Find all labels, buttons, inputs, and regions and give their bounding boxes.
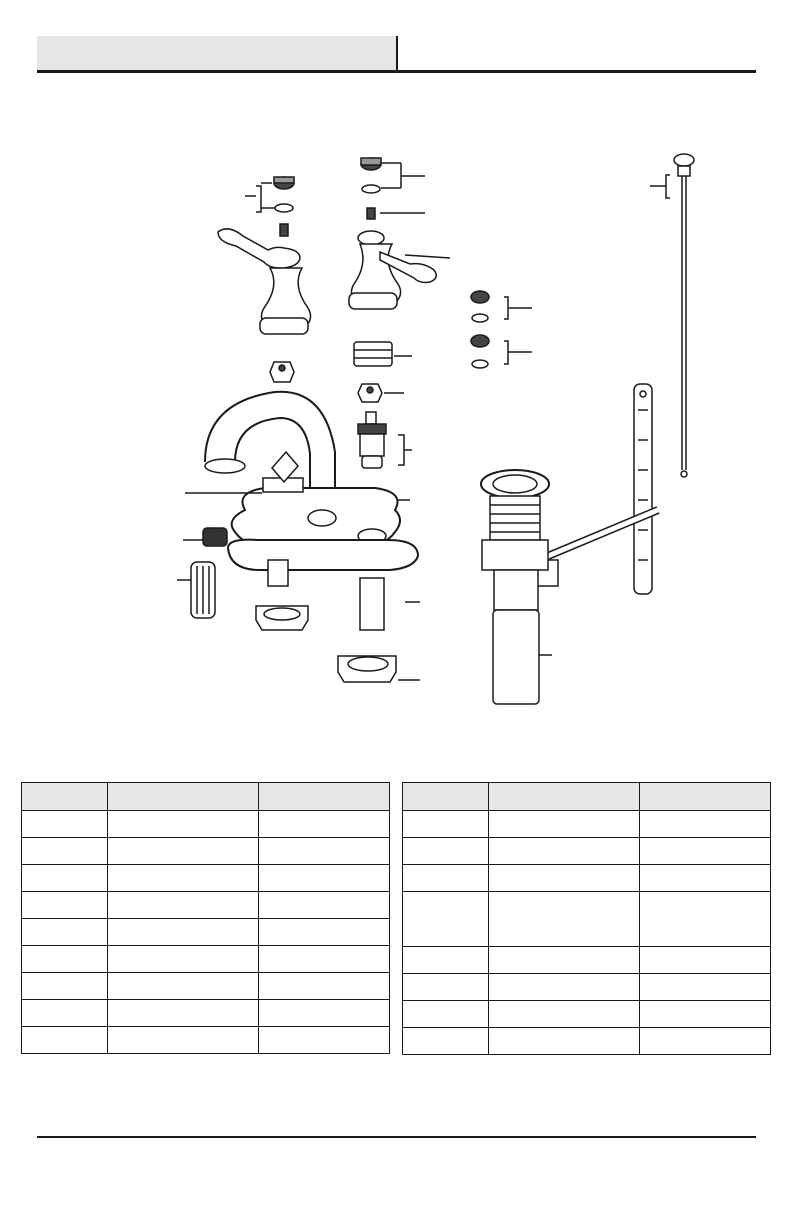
table-header-row [22, 783, 390, 811]
section-header-tab [37, 36, 397, 72]
table-row [22, 1000, 390, 1027]
header-cell-part-number [640, 783, 771, 811]
parts-table-left [21, 782, 390, 1054]
aerator-key-icon [177, 562, 215, 618]
exploded-parts-diagram [0, 140, 793, 720]
right-handle-screw-icon [367, 208, 425, 219]
header-divider [396, 36, 398, 72]
table-row [403, 974, 771, 1001]
header-cell-part-number [259, 783, 390, 811]
table-row [22, 838, 390, 865]
mounting-nut-icon [256, 606, 420, 682]
table-row [22, 946, 390, 973]
table-row [403, 892, 771, 947]
table-row [22, 865, 390, 892]
left-handle-icon [218, 229, 311, 334]
table-header-row [403, 783, 771, 811]
table-row [403, 838, 771, 865]
right-handle-cap-icon [361, 158, 425, 193]
clevis-strap-icon [634, 384, 652, 594]
hex-nut-icon [358, 384, 404, 402]
deck-gasket-icon [228, 540, 420, 602]
table-row [403, 811, 771, 838]
left-handle-cap-icon [245, 177, 294, 212]
table-row [22, 919, 390, 946]
left-nut-icon [270, 362, 294, 382]
drain-assembly-icon [481, 470, 552, 704]
table-row [403, 1001, 771, 1028]
parts-table-right [402, 782, 771, 1055]
table-row [22, 1027, 390, 1054]
header-cell-part [403, 783, 489, 811]
spare-cap-icon [471, 291, 532, 368]
aerator-icon [183, 528, 227, 546]
table-row [22, 892, 390, 919]
table-row [403, 947, 771, 974]
header-cell-description [488, 783, 640, 811]
header-cell-part [22, 783, 108, 811]
right-handle-icon [349, 231, 450, 309]
cartridge-icon [358, 412, 412, 468]
bonnet-nut-icon [354, 342, 412, 366]
table-row [22, 811, 390, 838]
header-cell-description [107, 783, 259, 811]
table-row [403, 865, 771, 892]
table-row [403, 1028, 771, 1055]
left-handle-screw-icon [280, 224, 288, 236]
header-rule [37, 70, 756, 73]
footer-rule [37, 1136, 756, 1138]
table-row [22, 973, 390, 1000]
lift-rod-icon [650, 154, 694, 477]
